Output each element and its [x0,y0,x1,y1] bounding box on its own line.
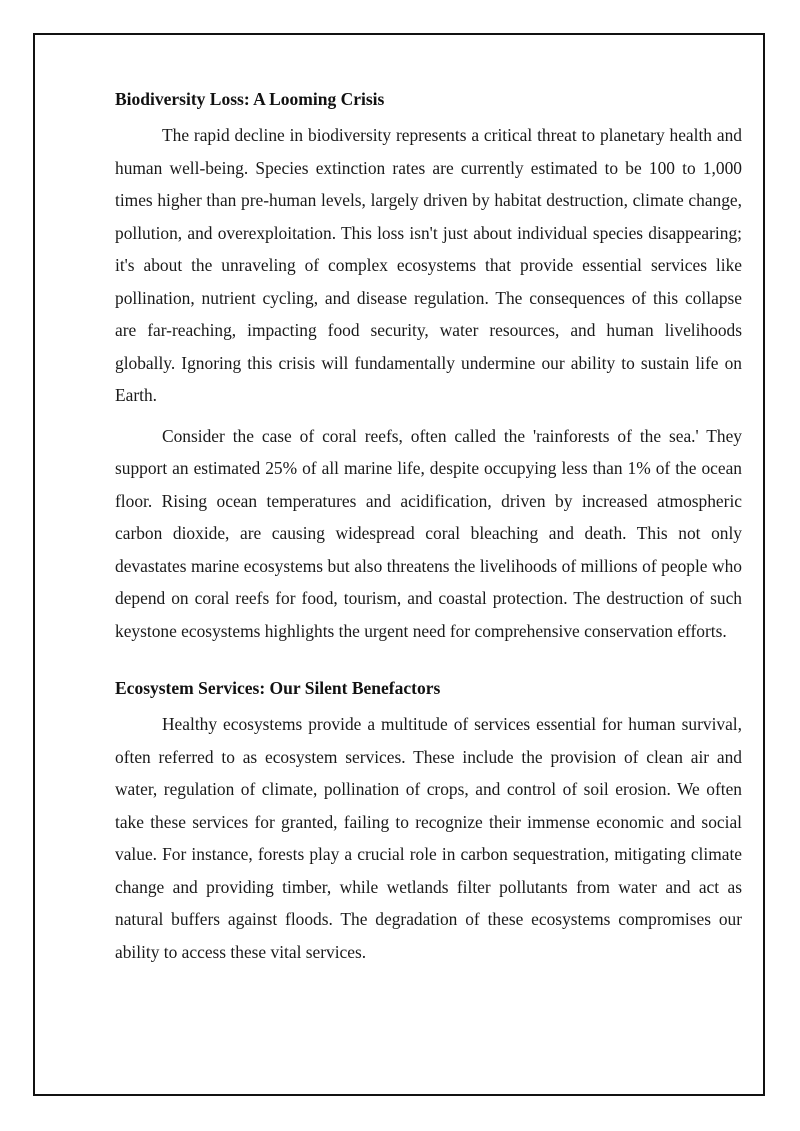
section-heading: Ecosystem Services: Our Silent Benefactors [115,678,441,698]
document-body [115,86,742,968]
section-heading: Biodiversity Loss: A Looming Crisis [115,89,385,109]
body-paragraph: The rapid decline in biodiversity represents a critical threat to planetary health and human well-being. Species extinction rates are currently estimated to be 100 to 1,000 times higher than pre-human levels, largely driven by habitat destruction, climate change, pollution, and overexploitation. This loss isn't just about individual species disappearing; it's about the unraveling of complex ecosystems that provide essential services like pollination, nutrient cycling, and disease regulation. The consequences of this collapse are far-reaching, impacting food security, water resources, and human livelihoods globally. Ignoring this crisis will fundamentally undermine our ability to sustain life on Earth. [115,125,742,405]
body-paragraph: Healthy ecosystems provide a multitude of services essential for human survival, often referred to as ecosystem services. These include the provision of clean air and water, regulation of climate, pollination of crops, and control of soil erosion. We often take these services for granted, failing to recognize their immense economic and social value. For instance, forests play a crucial role in carbon sequestration, mitigating climate change and providing timber, while wetlands filter pollutants from water and act as natural buffers against floods. The degradation of these ecosystems compromises our ability to access these vital services. [115,714,742,962]
section-spacer [115,647,742,675]
body-paragraph: Consider the case of coral reefs, often called the 'rainforests of the sea.' They support an estimated 25% of all marine life, despite occupying less than 1% of the ocean floor. Rising ocean temperatures and acidification, driven by increased atmospheric carbon dioxide, are causing widespread coral bleaching and death. This not only devastates marine ecosystems but also threatens the livelihoods of millions of people who depend on coral reefs for food, tourism, and coastal protection. The destruction of such keystone ecosystems highlights the urgent need for comprehensive conservation efforts. [115,425,742,641]
section-ecosystem-services [115,675,742,968]
section-biodiversity-loss [115,86,742,647]
